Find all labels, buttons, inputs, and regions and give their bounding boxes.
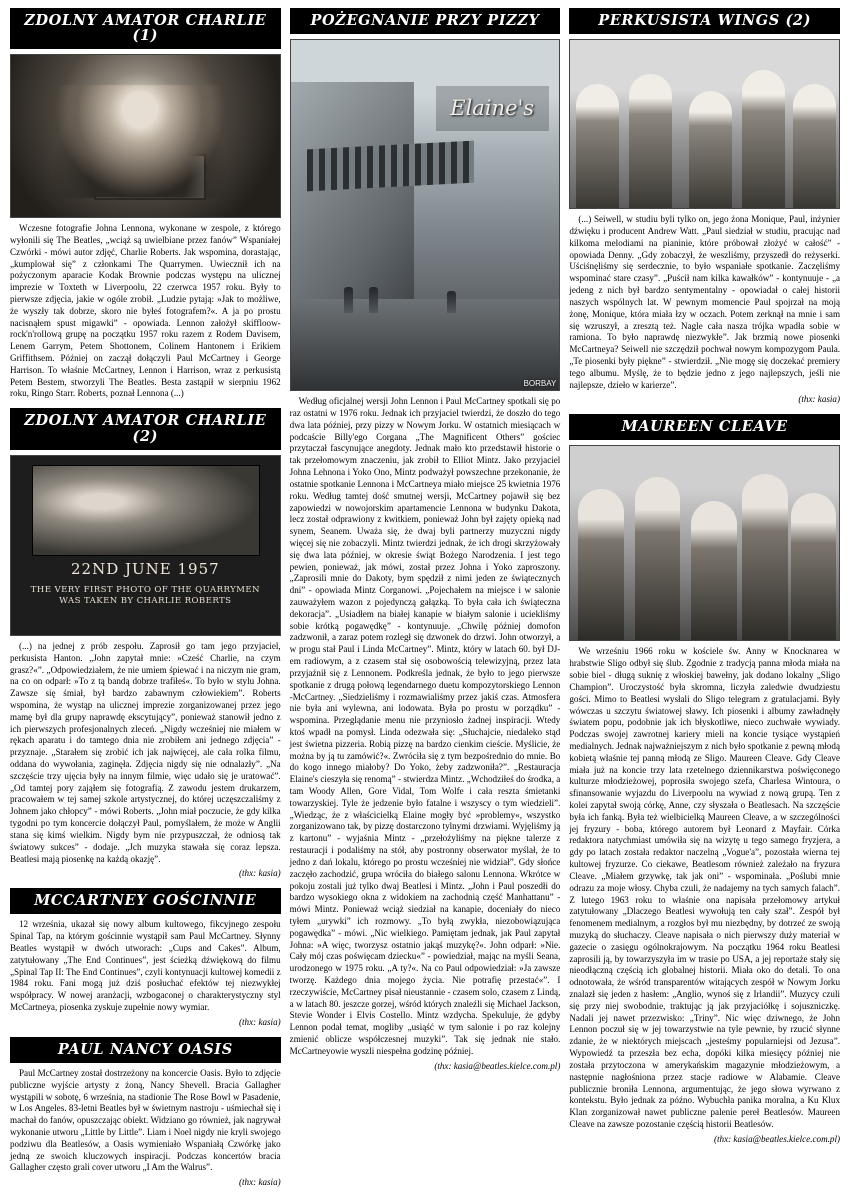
wings-band-photo [569,39,840,209]
article-body-perkusista-wings-2 [569,214,840,409]
article-credit: (thx: kasia) [239,1016,281,1027]
paragraph: (...) na jednej z prób zespołu. Zaprosił go tam jego przyjaciel, perkusista Hanton. „John zapytał mnie: »Cześć Charlie, na czym grasz?«”. „Odpowiedziałem, że nie umiem śpiewać i na niczym nie gram, na co on odparł: »To z tą bandą dobrze trafiłeś«. To było w stylu Johna. Zawsze się śmiał, był bardzo zabawnym człowiekiem”. Roberts wspomina, że wystąp na ulicznej imprezie zorganizowanej przez jego mamę był dla grupy naprawdę ekscytujący”, ponieważ stanowił jedno z ich pierwszych profesjonalnych zleceń. „Nigdy wcześniej nie miałem w rękach aparatu i do tamtego dnia nie zrobiłem ani jednego zdjęcia” - przyznaje. „Starałem się zrobić ich jak najwięcej, ale cała rolka filmu, oddana do wywołania, zaginęła. Zdjęcia nigdy się nie odnalazły”. „Na szczęście trzy ujęcia były na innym filmie, więc udało się je uratować”. „Od tamtej pory zająłem się fotografią. Z zawodu jestem drukarzem, pracowałem w tej samej szkole artystycznej, do której uczęszczaliśmy z Johnem jako chłopcy” - mówi Roberts. „John miał poczucie, że gdy kilka tygodni po tym koncercie dołączył Paul, pomyślałem, że może w Anglii stana się kimś wielkim. Nigdy bym nie przypuszczał, że odniosą tak światowy sukces” - dodaje. „Jch muzyka stawała się coraz lepsza. Beatlesi mają piosenkę na każdą okazję”. [10,640,281,864]
band-member-figure [742,70,785,208]
paragraph: Paul McCartney został dostrzeżony na koncercie Oasis. Było to zdjęcie publiczne wyjście artysty z żoną, Nancy Shevell. Bracia Gallagher wystąpili w sobotę, 6 września, na stadionie The Rose Bowl w Pasadenie, w Los Angeles. 83-letni Beatles był w świetnym nastroju - uśmiechał się i machał do fanów, opuszczając obiekt. Widziano go również, jak nagrywał wykonanie utworu „Little by Little”. Liam i Noel nigdy nie kryli swojego podziwu dla Beatlesów, a Oasis wymieniało Wspaniałą Czwórkę jako jedną ze swoich kluczowych inspiracji. Podczas koncertów bracia Gallagher często grali cover utworu „I Am the Walrus”. [10,1067,281,1173]
article-credit: (thx: kasia) [239,868,281,879]
article-credit: (thx: kasia@beatles.kielce.com.pl) [434,1060,561,1071]
band-member-figure [576,84,619,208]
headline-paul-nancy-oasis: PAUL NANCY OASIS [10,1037,281,1063]
paragraph: Wczesne fotografie Johna Lennona, wykonane w zespole, z którego wyłonili się The Beatles, „wciąż są uwielbiane przez fanów” Wspaniałej Czwórki - mówi autor zdjęć, Charlie Roberts. Jak wspomina, dorastając, „kumplował się” z członkami The Quarrymen. Uwiecznił ich na pożyczonym aparacie Kodak Brownie podczas występu na ulicznej imprezie w Toxteth w Liverpoolu, 22 czerwca 1957 roku. Były to pierwsze zdjęcia, jakie w ogóle zrobił. „Ludzie pytają: »Jak to możliwe, że wyszły tak dobrze, skoro nie byłeś fotografem?«. A ja po prostu nacisnąłem spust migawki” - opowiada. Lennon założył skiffloow-rock'n'rollową grupę na początku 1957 roku razem z Rodem Davisem, Lenem Garrym, Petem Shottonem, Colinem Hantonem i Erikiem Griffithsem. Później on zaczął dołączyli Paul McCartney i George Harrison. To właśnie McCartney, Lennon i Harrison, wraz z perkusistą Petem Bestem, stworzyli The Beatles. Besta zastąpił w sierpniu 1962 roku, Ringo Starr. Roberts, poznał Lennona (...) [10,223,281,399]
person-figure [742,474,788,641]
pedestrian-figure [369,287,378,313]
awning-detail [307,141,474,192]
photo-overlay-title: 22ND JUNE 1957 [70,559,220,578]
restaurant-sign: Elaine's [436,86,549,132]
photo-frame-detail [94,154,205,200]
band-member-figure [629,74,672,208]
elaines-restaurant-painting [290,39,561,391]
article-body-mccartney-goscinnie [10,919,281,1031]
paragraph: (...) Seiwell, w studiu byli tylko on, jego żona Monique, Paul, inżynier dźwięku i producent Andrew Watt. „Paul siedział w studiu, pracując nad kilkoma melodiami na pianinie, które próbował złożyć w całość” - opowiada Denny. „Gdy zobaczył, że weszliśmy, przyszedł do reżyserki. Uściśnęliśmy się serdecznie, to było wspaniałe spotkanie. Zaczęliśmy wspominać stare czasy”. „Puścił nam kilka kawałków” - kontynuuje - „a jedeng z nich był bardzo sentymentalny - opowiadał o całej historii naszych wspólnych lat. W pewnym momencie Paul spojrzał na moją żonę, Monique, która miała łzy w oczach. Potem zerknął na mnie i sam się wzruszył, a zresztą też. Nagle cała nasza trójka wpadła sobie w ramiona. To było naprawdę niezwykłe”. Jak brzmią nowe piosenki McCartneya? Seiwell nie szczędził pochwał nowym kompozygom Paula. „Te piosenki były piękne” - stwierdził. „Nie mogę się doczekać premiery tego albumu. Myślę, że to będzie jedno z jego najlepszych, jeśli nie najlepsze, dzieło w karierze”. [569,214,841,390]
article-body-maureen-cleave [569,646,840,1148]
paragraph: We wrześniu 1966 roku w kościele św. Anny w Knocknarea w hrabstwie Sligo odbył się ślub. Zgodnie z tradycją panna młoda miała na sobie biel - długą suknię z włoskiej bawełny, jak dodano lokalny „Sligo Champion”. Uroczystość była skromna, liczyła zaledwie dwudziestu gości. Mimo to Beatlesi wysłali do Sligo telegram z gratulacjami. Były wówczas u szczytu światowej sławy. Ich piosenki i albumy zawładnęły światem popu, podobnie jak ich błyskotliwe, nieco zuchwałe wywiady. Podczas swojej zawrotnej kariery mieli na koncie tysiące wystąpień medialnych. Jednak najważniejszym z nich było spotkanie z pewną młodą kobietą właśnie tej panną młodą ze Sligo. Maureen Cleave. Gdy Cleave miała już na koncie trzy lata rzetelnego dziennikarstwa poświęconego kulturze młodzieżowej, poprosiła swojego szefa, Charlesa Wintoura, o sfinansowanie wyjazdu do Liverpoolu na wywiad z nową grupą. Ten z kolei zapytał swoją córkę, Anne, czy słyszała o Beatlesach. Na szczęście była ich fanką. Była też wielbicielką Maureen Cleave, a w szczególności jej fryzury - boba, którego autorem był Leonard z Mayfair. Córka redaktora natychmiast umówiła się na wizytę u tego samego fryzjera, a gdy po latach została redaktor naczelną „Vogue'a”, pozostała wierna tej kultowej fryzurze. Co ciekawe, Beatlesom również zależało na fryzura Cleave. „Miałem grzywkę, tak jak oni” - wspominała. „Poślubi mnie odrazu za moje włosy. Chyba czuli, że nadajemy na tych samych falach”. Z lutego 1963 roku to właśnie ona napisała przełomowy artykuł zatytułowany „Dlaczego Beatlesi wywołują ten cały szał”. Zespół był fenomenem medialnym, a rozgłos był mu niezbędny, by dotrzeć ze swoją muzyką do słuchaczy. Cleave napisała o nich pierwszy duży materiał w gazecie o zasięgu ogólnokrajowym. Na początku 1964 roku Beatlesi zaprosili ją, by towarzyszyła im w trasie po USA, a jej reportaże stały się nieodłączną częścią ich globalnej historii. Miała oko do detali. To ona odnotowała, że wśród transparentów witających zespół w Nowym Jorku znalazł się jeden z hasłem: „Anglio, wynoś się z Irlandii”. Muzycy czuli się przy niej swobodnie, traktując ją jak przyjaciółkę i sojuszniczkę. Nadali jej nawet przezwisko: „Triny”. Nic więc dziwnego, że John Lennon poczuł się w jej towarzystwie na tyle pewnie, by rzucić słynne zdanie, że w niektórych miejscach „jesteśmy popularniejsi od Jezusa”. Wypowiedź ta przeszła bez echa, dopóki kilka miesięcy później nie została przytoczona w amerykańskim magazynie młodzieżowym, a następnie nagłośniona przez stacje radiowe w Alabamie. Cleave publicznie broniła Lennona, argumentując, że jego słowa wyrwano z kontekstu. Było jednak za późno. Wybuchła panika moralna, a Ku Klux Klan zorganizował nawet publiczne palenie pereł Beatlesów. Maureen Cleave na zawsze pozostanie częścią historii Beatlesów. [569,646,841,1129]
person-figure [691,501,737,641]
article-body-charlie-1 [10,223,281,403]
headline-mccartney-goscinnie: MCCARTNEY GOŚCINNIE [10,888,281,914]
paragraph: Według oficjalnej wersji John Lennon i Paul McCartney spotkali się po raz ostatni w 1976 roku. Jednak ich przyjaciel twierdzi, że doszło do tego dwa lata później, przy pizzy w Nowym Jorku. W ostatnich miesiącach w podcaście Billy'ego Corgana „The Magnificent Others” gościec przytaczał fascynujące anegdoty. Jednak mało kto przedstawił historie o tak przełomowym znaczeniu, jak zrobił to Elliot Mintz. Jako przyjaciel Johna Lehnona i Yoko Ono, Mintz podważył powszechne przekonanie, że ostatnie spotkanie Lennona i McCartneya miało miejsce 25 kwietnia 1976 roku. Według tamtej dość smutnej wersji, McCartney pojawił się bez zapowiedzi w nowojorskim apartamencie Lennona w budynku Dakota, lecz został odprawiony z kwitkiem, ponieważ John był zajęty opieką nad synem, Seanem. Uważa się, że dwaj byli partnerzy muzyczni nigdy więcej się nie zobaczyli. Mintz twierdzi jednak, że ich drogi skrzyżowały się dwa lata później, w okresie świąt Bożego Narodzenia. I jest tego pewien, ponieważ, jak mówi, został przez Johna i Yoko zaproszony. „Zaprosili mnie do Dakoty, bym spędził z nimi jeden ze świątecznych dni” - opowiada Mintz Corganowi. „Pojechałem na miejsce i w salonie zauważyłem wazon z pojedynczą gałązką. To była cała ich świąteczna dekoracja”. „Usiadłem na białej kanapie w białym salonie i uciekliśmy sobie krótką pogawędkę” - kontynuuje. „Chwilę później domofon zadzwonił, a zaraz potem rozległ się dzwonek do drzwi. John otworzył, a w progu stał Paul i Linda McCartney”. Mintz, który w latach 60. był DJ-em radiowym, a z czasem stał się osobowością telewizyjną, przez lata przyjaźnił się z Lennonem. Podkreśla jednak, że było to jego pierwsze spotkanie z drugą połową legendarnego duetu kompozytorskiego Lennon -McCartney. „Siedzieliśmy i rozmawialiśmy przez jakiś czas. Atmosfera nie była ani wylewna, ani lodowata. Była po prostu w porządku” - wspomina. Przeglądanie menu nie przyniosło żadnej inspiracji. Wtedy ktoś wpadł na pomysł. Linda odezwała się: „Słuchajcie, niedaleko stąd jest świetna pizzeria. Robią pizzę na bardzo cienkim cieście. Myślicie, że można by ją tu zamówić?«. Zwróciła się z tym bezpośrednio do mnie. Bo do kogo innego miałoby? Do Yoko, żeby zadzwoniła?”. „Restauracja Elaine's cieszyła się renomą” - stwierdza Mintz. „Wchodziłeś do środka, a tam Woody Allen, Gore Vidal, Tom Wolfe i cała reszta śmietanki towarzyskiej. Tyle że jedzenie było fatalne i wszyscy o tym wiedzieli”. „Wiedząc, że z właścicielką Elaine mogły być »problemy«, wszystko zorganizowano tak, by pizzę dostarczono tylnymi drzwiami. Wyjęliśmy ją z kartonu” - wyjaśnia Mintz - „przełożyliśmy na piękne talerze z restauracji i podaliśmy na stół, aby postronny obserwator myślał, że to jedno z dań lokalu, którego po prostu wcześniej nie widział”. Gdy słońce zaczęło zachodzić, grupa wróciła do białego salonu Lennona. Wkrótce w pokoju zostali już tylko dwaj Beatlesi i Mintz. „John i Paul poszedłi do bardzo wysokiego okna z widokiem na zachodnią część Manhattanu” - mówi Mintz. Ponieważ wciąż siedział na kanapie, doceniały do nieco tyłem „urywki” ich rozmowy. „To byłą zwykła, niezobowiązująca pogawędka” - mówi. „Nic wielkiego. Pamiętam jednak, jak Paul zapytał Johna: »A więc, tworzysz ostatnio jakąś muzykę?«. John odparł: »Nie. Cały mój czas poświęcam dziecku«” - powiedział, mając na myśli Seana, urodzonego w 1975 roku. „A ty?«. Na co Paul odpowiedział: »Ja zawsze tworzę. Każdego dnia mojego życia. Nie potrafię przestać«”. I rzeczywiście, McCartney pisał nieustannie - czasem solo, czasem z Lindą, a w latach 80. jeszcze gorzej, wśród których znaleźli się Michael Jackson, Stevie Wonder i Elvis Costello. Mintz wzdycha. Spekuluje, że gdyby Lennon podał temat, mogliby „usiąść w tym salonie i po raz kolejny zmienić oblicze współczesnej muzyki”. Tak się jednak nie stało. McCartneyowie wyszli niespełna godzinę później. [289,396,561,1056]
paragraph: 12 września, ukazał się nowy album kultowego, fikcyjnego zespołu Spinal Tap, na którym gościnnie wystąpił sam Paul McCartney. Słynny Beatles wystąpił w dwóch utworach: „Cups and Cakes”. Album, zatytułowany „The End Continues”, jest ścieżką dźwiękową do filmu „Spinal Tap II: The End Continues”, czyli kontynuacji kultowej komedii z 1984 roku. Fani mogą już dziś posłuchać efektów tej niezwykłej współpracy. W nowej aranżacji, wzbogaconej o charakterystyczny styl McCartneya, piosenka zyskuje zupełnie nowy wymiar. [10,919,281,1013]
john-lennon-photo [10,54,281,218]
person-figure [791,493,837,640]
article-body-paul-nancy-oasis [10,1068,281,1192]
person-figure [578,489,624,640]
article-credit: (thx: kasia) [798,394,841,405]
pedestrian-figure [447,291,456,313]
person-figure [635,477,681,640]
maureen-cleave-with-beatles-photo [569,445,840,641]
page-columns [10,8,840,1192]
headline-pozegnanie-przy-pizzy: POŻEGNANIE PRZY PIZZY [290,8,561,34]
column-center [290,8,561,1192]
column-right [569,8,840,1192]
article-body-charlie-2 [10,641,281,883]
headline-perkusista-wings-2: PERKUSISTA WINGS (2) [569,8,840,34]
article-credit: (thx: kasia) [239,1177,281,1188]
article-body-pozegnanie-przy-pizzy [290,396,561,1075]
band-member-figure [689,91,732,209]
street-detail [291,299,560,390]
artist-signature: BORBAY [523,379,557,389]
headline-zdolny-amator-charlie-1: ZDOLNY AMATOR CHARLIE (1) [10,8,281,49]
photo-overlay-text: THE VERY FIRST PHOTO OF THE QUARRYMEN WAS TAKEN BY CHARLIE ROBERTS [30,584,260,607]
article-credit: (thx: kasia@beatles.kielce.com.pl) [713,1133,841,1144]
pedestrian-figure [344,287,353,313]
headline-maureen-cleave: MAUREEN CLEAVE [569,414,840,440]
band-member-figure [793,84,836,208]
quarrymen-photo-detail [32,465,260,557]
column-left [10,8,281,1192]
headline-zdolny-amator-charlie-2: ZDOLNY AMATOR CHARLIE (2) [10,408,281,449]
charlie-roberts-photo [10,455,281,636]
